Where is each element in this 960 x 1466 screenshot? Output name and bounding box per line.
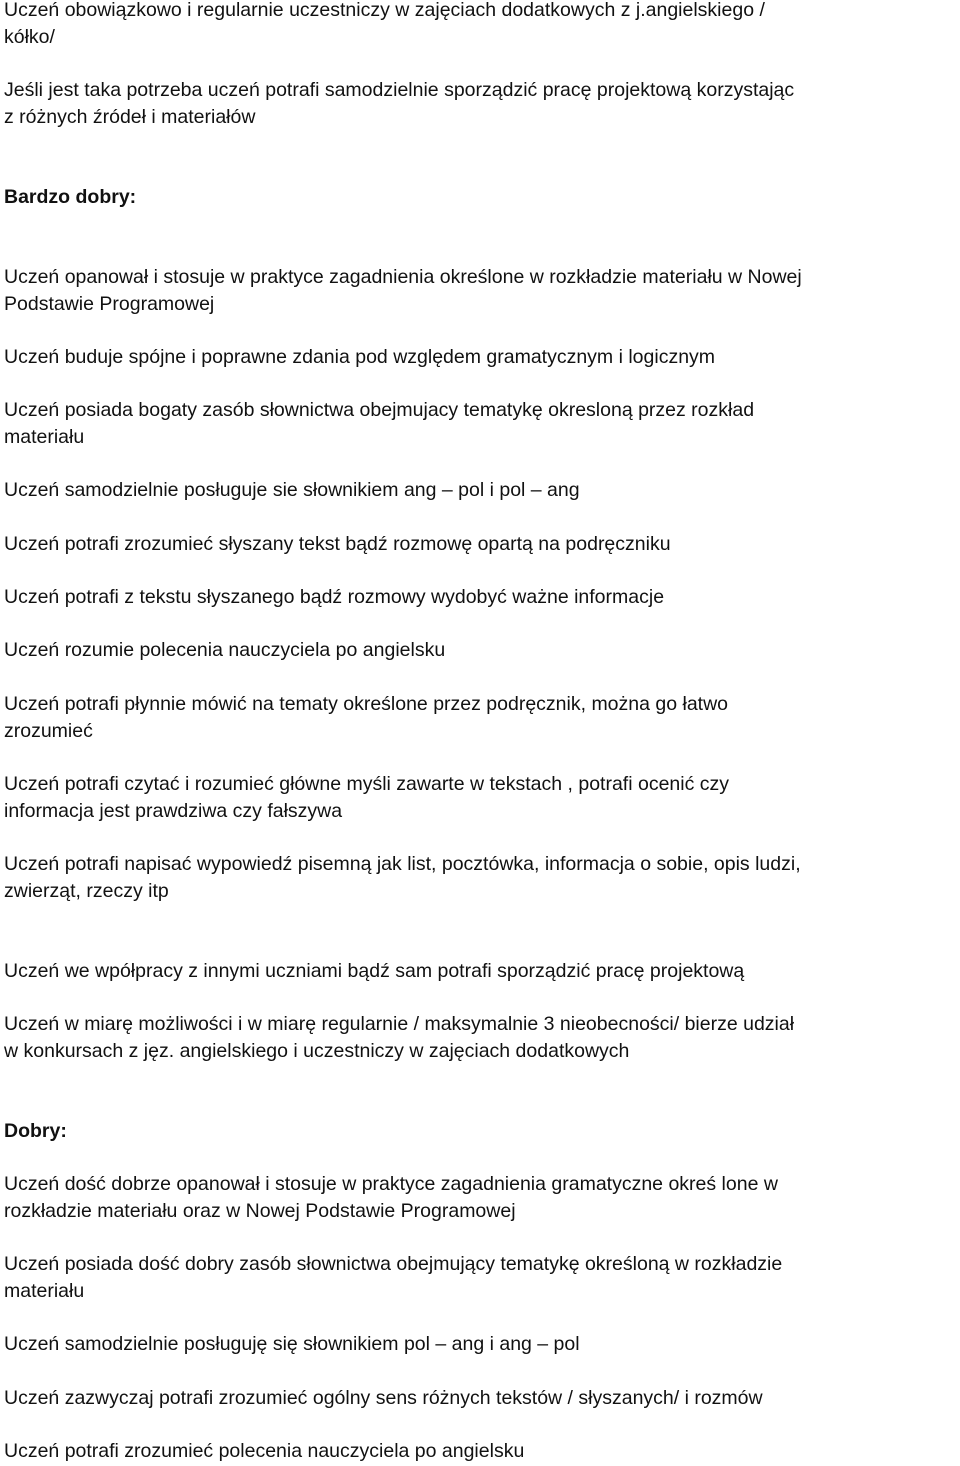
text-line: Uczeń opanował i stosuje w praktyce zagadnienia określone w rozkładzie materiału w Nowej — [4, 266, 802, 288]
text-line: Uczeń we wpółpracy z innymi uczniami bądź sam potrafi sporządzić pracę projektową — [4, 960, 745, 982]
text-line: Uczeń potrafi z tekstu słyszanego bądź rozmowy wydobyć ważne informacje — [4, 586, 665, 608]
text-line: informacja jest prawdziwa czy fałszywa — [4, 800, 343, 822]
text-line: Uczeń potrafi płynnie mówić na tematy określone przez podręcznik, można go łatwo — [4, 693, 729, 715]
text-line: Bardzo dobry: — [4, 186, 137, 208]
text-line: Uczeń samodzielnie posługuje sie słownikiem ang – pol i pol – ang — [4, 479, 580, 501]
text-line: Uczeń potrafi zrozumieć polecenia nauczyciela po angielsku — [4, 1440, 525, 1462]
text-line: Uczeń samodzielnie posługuję się słownikiem pol – ang i ang – pol — [4, 1333, 580, 1355]
text-line: Uczeń rozumie polecenia nauczyciela po angielsku — [4, 639, 446, 661]
text-line: zrozumieć — [4, 720, 93, 742]
text-line: zwierząt, rzeczy itp — [4, 880, 169, 902]
text-line: Uczeń zazwyczaj potrafi zrozumieć ogólny sens różnych tekstów / słyszanych/ i rozmów — [4, 1387, 763, 1409]
text-line: Uczeń potrafi zrozumieć słyszany tekst bądź rozmowę opartą na podręczniku — [4, 533, 671, 555]
text-line: Uczeń posiada dość dobry zasób słownictwa obejmujący tematykę określoną w rozkładzie — [4, 1253, 783, 1275]
text-line: Uczeń w miarę możliwości i w miarę regularnie / maksymalnie 3 nieobecności/ bierze udział — [4, 1013, 795, 1035]
text-line: w konkursach z jęz. angielskiego i uczestniczy w zajęciach dodatkowych — [4, 1040, 630, 1062]
text-line: materiału — [4, 1280, 85, 1302]
text-line: Uczeń buduje spójne i poprawne zdania pod względem gramatycznym i logicznym — [4, 346, 716, 368]
text-line: Uczeń potrafi napisać wypowiedź pisemną jak list, pocztówka, informacja o sobie, opis ludzi, — [4, 853, 801, 875]
text-line: materiału — [4, 426, 85, 448]
text-line: Uczeń posiada bogaty zasób słownictwa obejmujacy tematykę okresloną przez rozkład — [4, 399, 755, 421]
text-line: Uczeń obowiązkowo i regularnie uczestniczy w zajęciach dodatkowych z j.angielskiego / — [4, 0, 765, 21]
text-line: kółko/ — [4, 26, 55, 48]
text-line: rozkładzie materiału oraz w Nowej Podstawie Programowej — [4, 1200, 516, 1222]
text-line: Uczeń potrafi czytać i rozumieć główne myśli zawarte w tekstach , potrafi ocenić czy — [4, 773, 730, 795]
text-line: Dobry: — [4, 1120, 67, 1142]
text-line: Jeśli jest taka potrzeba uczeń potrafi samodzielnie sporządzić pracę projektową korzystając — [4, 79, 795, 101]
text-line: z różnych źródeł i materiałów — [4, 106, 256, 128]
text-line: Podstawie Programowej — [4, 293, 215, 315]
text-line: Uczeń dość dobrze opanował i stosuje w praktyce zagadnienia gramatyczne okreś lone w — [4, 1173, 778, 1195]
